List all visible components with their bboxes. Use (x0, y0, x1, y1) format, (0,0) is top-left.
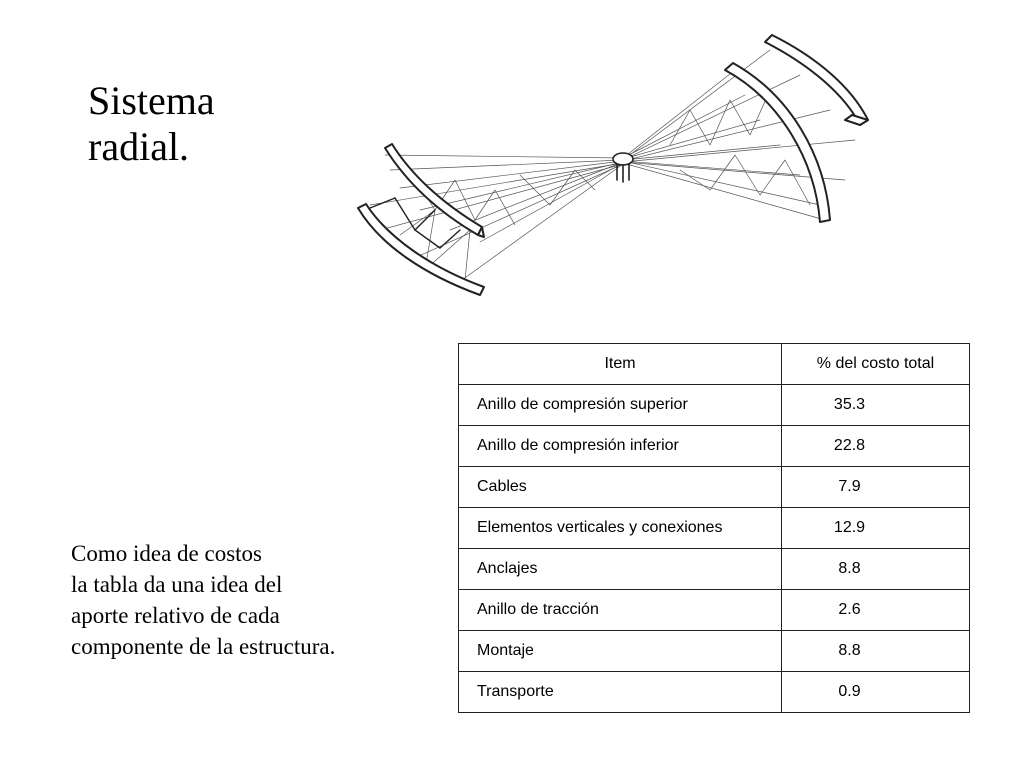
table-row (459, 426, 970, 467)
caption-line-2: la tabla da una idea del (71, 572, 283, 597)
right-inner-ring (725, 63, 830, 222)
row-item: Anclajes (459, 549, 782, 590)
caption-line-3: aporte relativo de cada (71, 603, 280, 628)
caption-text (71, 538, 335, 662)
radial-system-drawing (340, 30, 880, 305)
table-row (459, 590, 970, 631)
title-line-2: radial. (88, 124, 190, 169)
cable-net (370, 50, 855, 285)
table-row (459, 467, 970, 508)
title-line-1: Sistema (88, 78, 215, 123)
table-row (459, 631, 970, 672)
table-row (459, 508, 970, 549)
row-item: Montaje (459, 631, 782, 672)
left-upper-ring (385, 144, 484, 237)
row-value: 12.9 (782, 508, 970, 549)
row-item: Transporte (459, 672, 782, 713)
header-value: % del costo total (782, 344, 970, 385)
caption-line-4: componente de la estructura. (71, 634, 336, 659)
cost-table (458, 343, 970, 713)
row-value: 8.8 (782, 549, 970, 590)
slide-title (88, 78, 215, 170)
table-row (459, 549, 970, 590)
header-item: Item (459, 344, 782, 385)
row-item: Anillo de compresión superior (459, 385, 782, 426)
table-header-row (459, 344, 970, 385)
row-value: 7.9 (782, 467, 970, 508)
table-row (459, 672, 970, 713)
row-value: 0.9 (782, 672, 970, 713)
row-item: Cables (459, 467, 782, 508)
row-item: Anillo de compresión inferior (459, 426, 782, 467)
row-value: 22.8 (782, 426, 970, 467)
table-row (459, 385, 970, 426)
row-value: 35.3 (782, 385, 970, 426)
row-value: 8.8 (782, 631, 970, 672)
row-item: Elementos verticales y conexiones (459, 508, 782, 549)
caption-line-1: Como idea de costos (71, 541, 262, 566)
row-value: 2.6 (782, 590, 970, 631)
row-item: Anillo de tracción (459, 590, 782, 631)
